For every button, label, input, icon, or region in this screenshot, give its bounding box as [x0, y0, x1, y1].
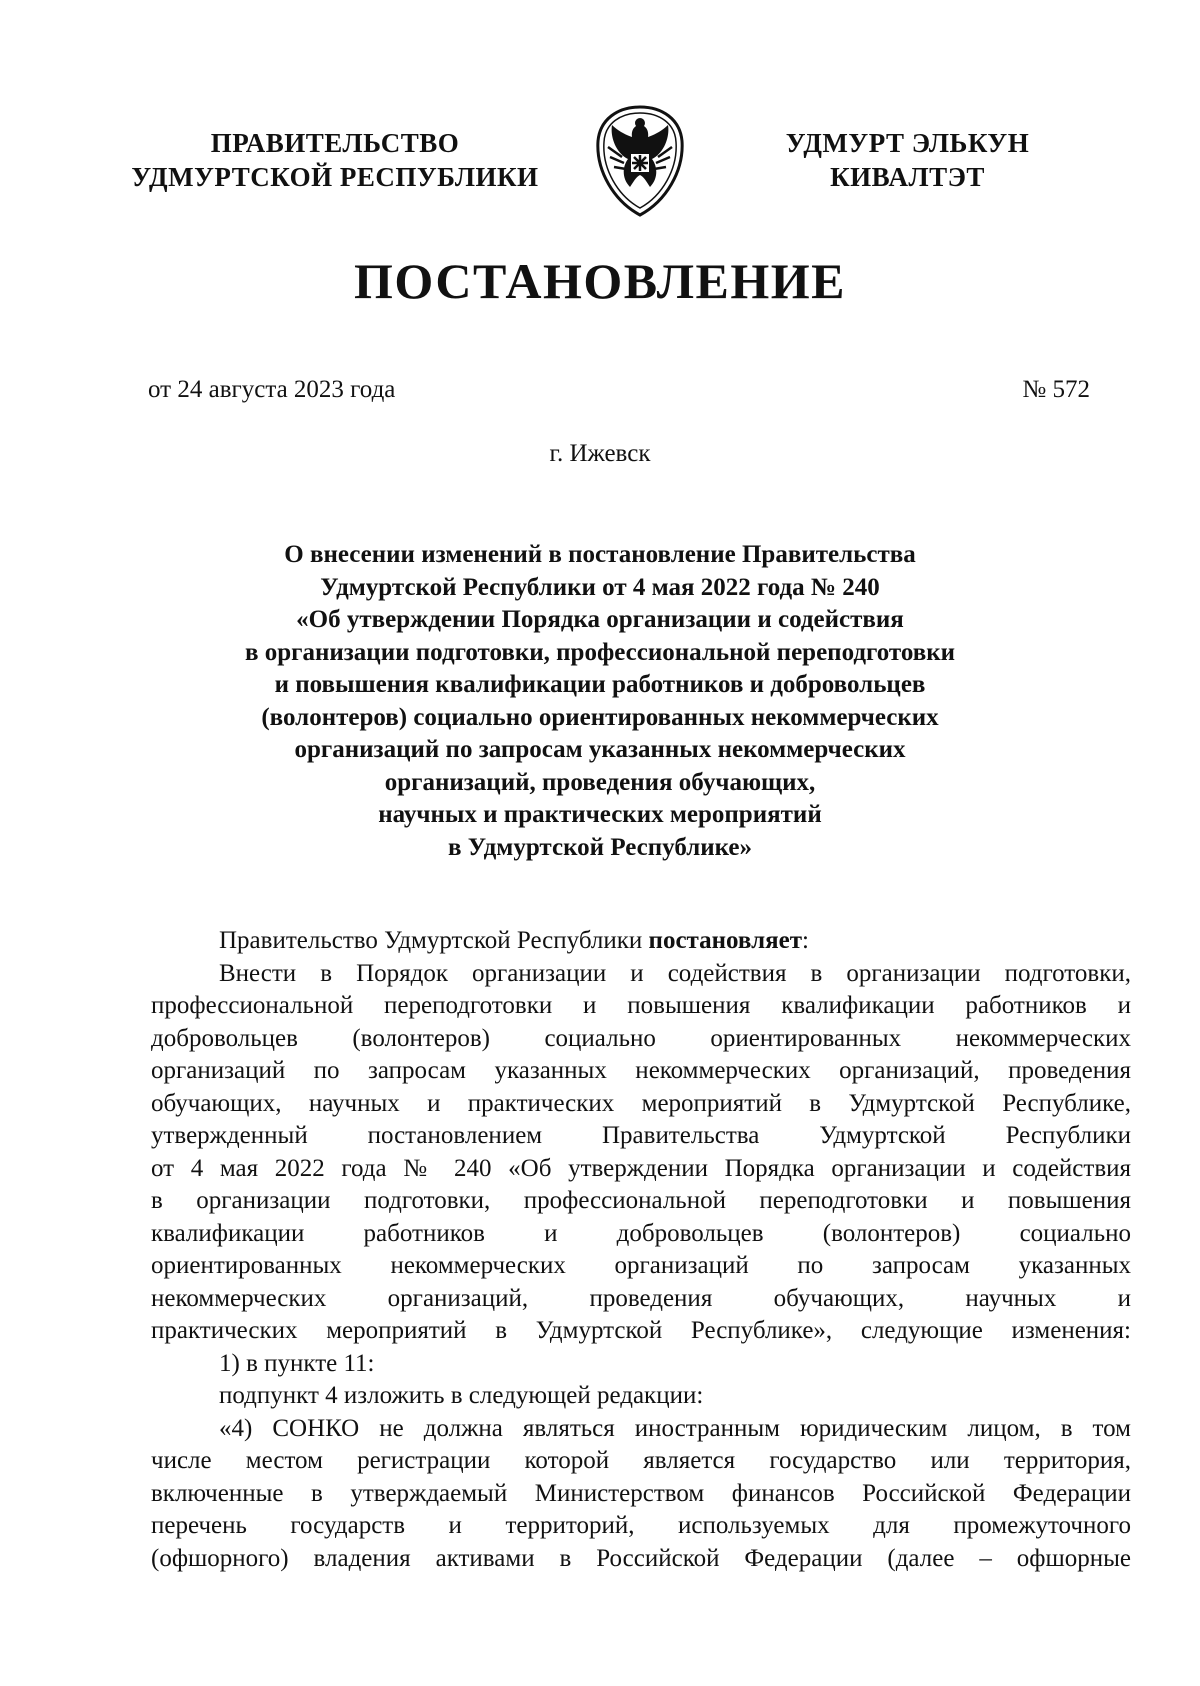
body-line: (офшорного) владения активами в Российской Федерации (далее – офшорные [151, 1544, 1131, 1572]
body-line: организаций по запросам указанных некоммерческих организаций, проведения [151, 1057, 1131, 1084]
body-line: подпункт 4 изложить в следующей редакции: [219, 1382, 704, 1409]
body-line: обучающих, научных и практических мероприятий в Удмуртской Республике, [151, 1089, 1131, 1117]
header-left-line1: ПРАВИТЕЛЬСТВО [210, 128, 460, 158]
body-intro-text: Правительство Удмуртской Республики [219, 927, 649, 954]
body-line: 1) в пункте 11: [219, 1349, 375, 1377]
document-number: № 572 [1022, 376, 1090, 403]
title-line: О внесении изменений в постановление Правительства [284, 541, 916, 568]
body-line: профессиональной переподготовки и повышения квалификации работников и [151, 992, 1131, 1019]
body-line: перечень государств и территорий, используемых для промежуточного [151, 1512, 1131, 1539]
body-line: «4) СОНКО не должна являться иностранным юридическим лицом, в том [219, 1414, 1131, 1442]
header-left [105, 126, 565, 194]
title-line: Удмуртской Республики от 4 мая 2022 года № 240 [320, 573, 880, 601]
header-left-line2: УДМУРТСКОЙ РЕСПУБЛИКИ [131, 162, 539, 192]
title-line: (волонтеров) социально ориентированных некоммерческих [261, 703, 939, 731]
body-line: в организации подготовки, профессиональной переподготовки и повышения [151, 1187, 1131, 1214]
header-right-line2: КИВАЛТЭТ [830, 162, 985, 192]
body-line: добровольцев (волонтеров) социально ориентированных некоммерческих [151, 1024, 1131, 1052]
document-date: от 24 августа 2023 года [148, 376, 396, 403]
body-line: включенные в утверждаемый Министерством финансов Российской Федерации [151, 1479, 1131, 1507]
header-right-line1: УДМУРТ ЭЛЬКУН [785, 128, 1030, 158]
body-line: квалификации работников и добровольцев (волонтеров) социально [151, 1219, 1131, 1247]
title-line: «Об утверждении Порядка организации и содействия [296, 606, 904, 633]
udmurtia-coat-of-arms-icon [588, 101, 692, 221]
header-right [735, 126, 1080, 194]
body-intro-bold: постановляет [648, 927, 803, 954]
title-line: организаций, проведения обучающих, [384, 768, 816, 796]
title-line: организаций по запросам указанных некоммерческих [294, 736, 906, 763]
body-line: от 4 мая 2022 года № 240 «Об утверждении Порядка организации и содействия [151, 1154, 1131, 1182]
document-city: г. Ижевск [549, 440, 651, 467]
title-line: в Удмуртской Республике» [447, 833, 753, 861]
body-line: практических мероприятий в Удмуртской Республике», следующие изменения: [151, 1317, 1131, 1344]
title-line: научных и практических мероприятий [378, 801, 822, 828]
title-line: и повышения квалификации работников и добровольцев [274, 671, 926, 698]
body-line: числе местом регистрации которой является государство или территория, [151, 1447, 1131, 1474]
body-line: Внести в Порядок организации и содействия в организации подготовки, [219, 959, 1131, 987]
document-title [190, 539, 1010, 864]
document-type-heading: ПОСТАНОВЛЕНИЕ [354, 253, 846, 309]
title-line: в организации подготовки, профессиональной переподготовки [244, 638, 956, 666]
body-line: утвержденный постановлением Правительства Удмуртской Республики [151, 1122, 1131, 1149]
body-line: некоммерческих организаций, проведения обучающих, научных и [151, 1284, 1131, 1312]
document-body [151, 925, 1131, 1575]
body-intro [151, 925, 1131, 958]
body-line: ориентированных некоммерческих организаций по запросам указанных [151, 1252, 1131, 1279]
body-intro-colon: : [802, 927, 809, 954]
